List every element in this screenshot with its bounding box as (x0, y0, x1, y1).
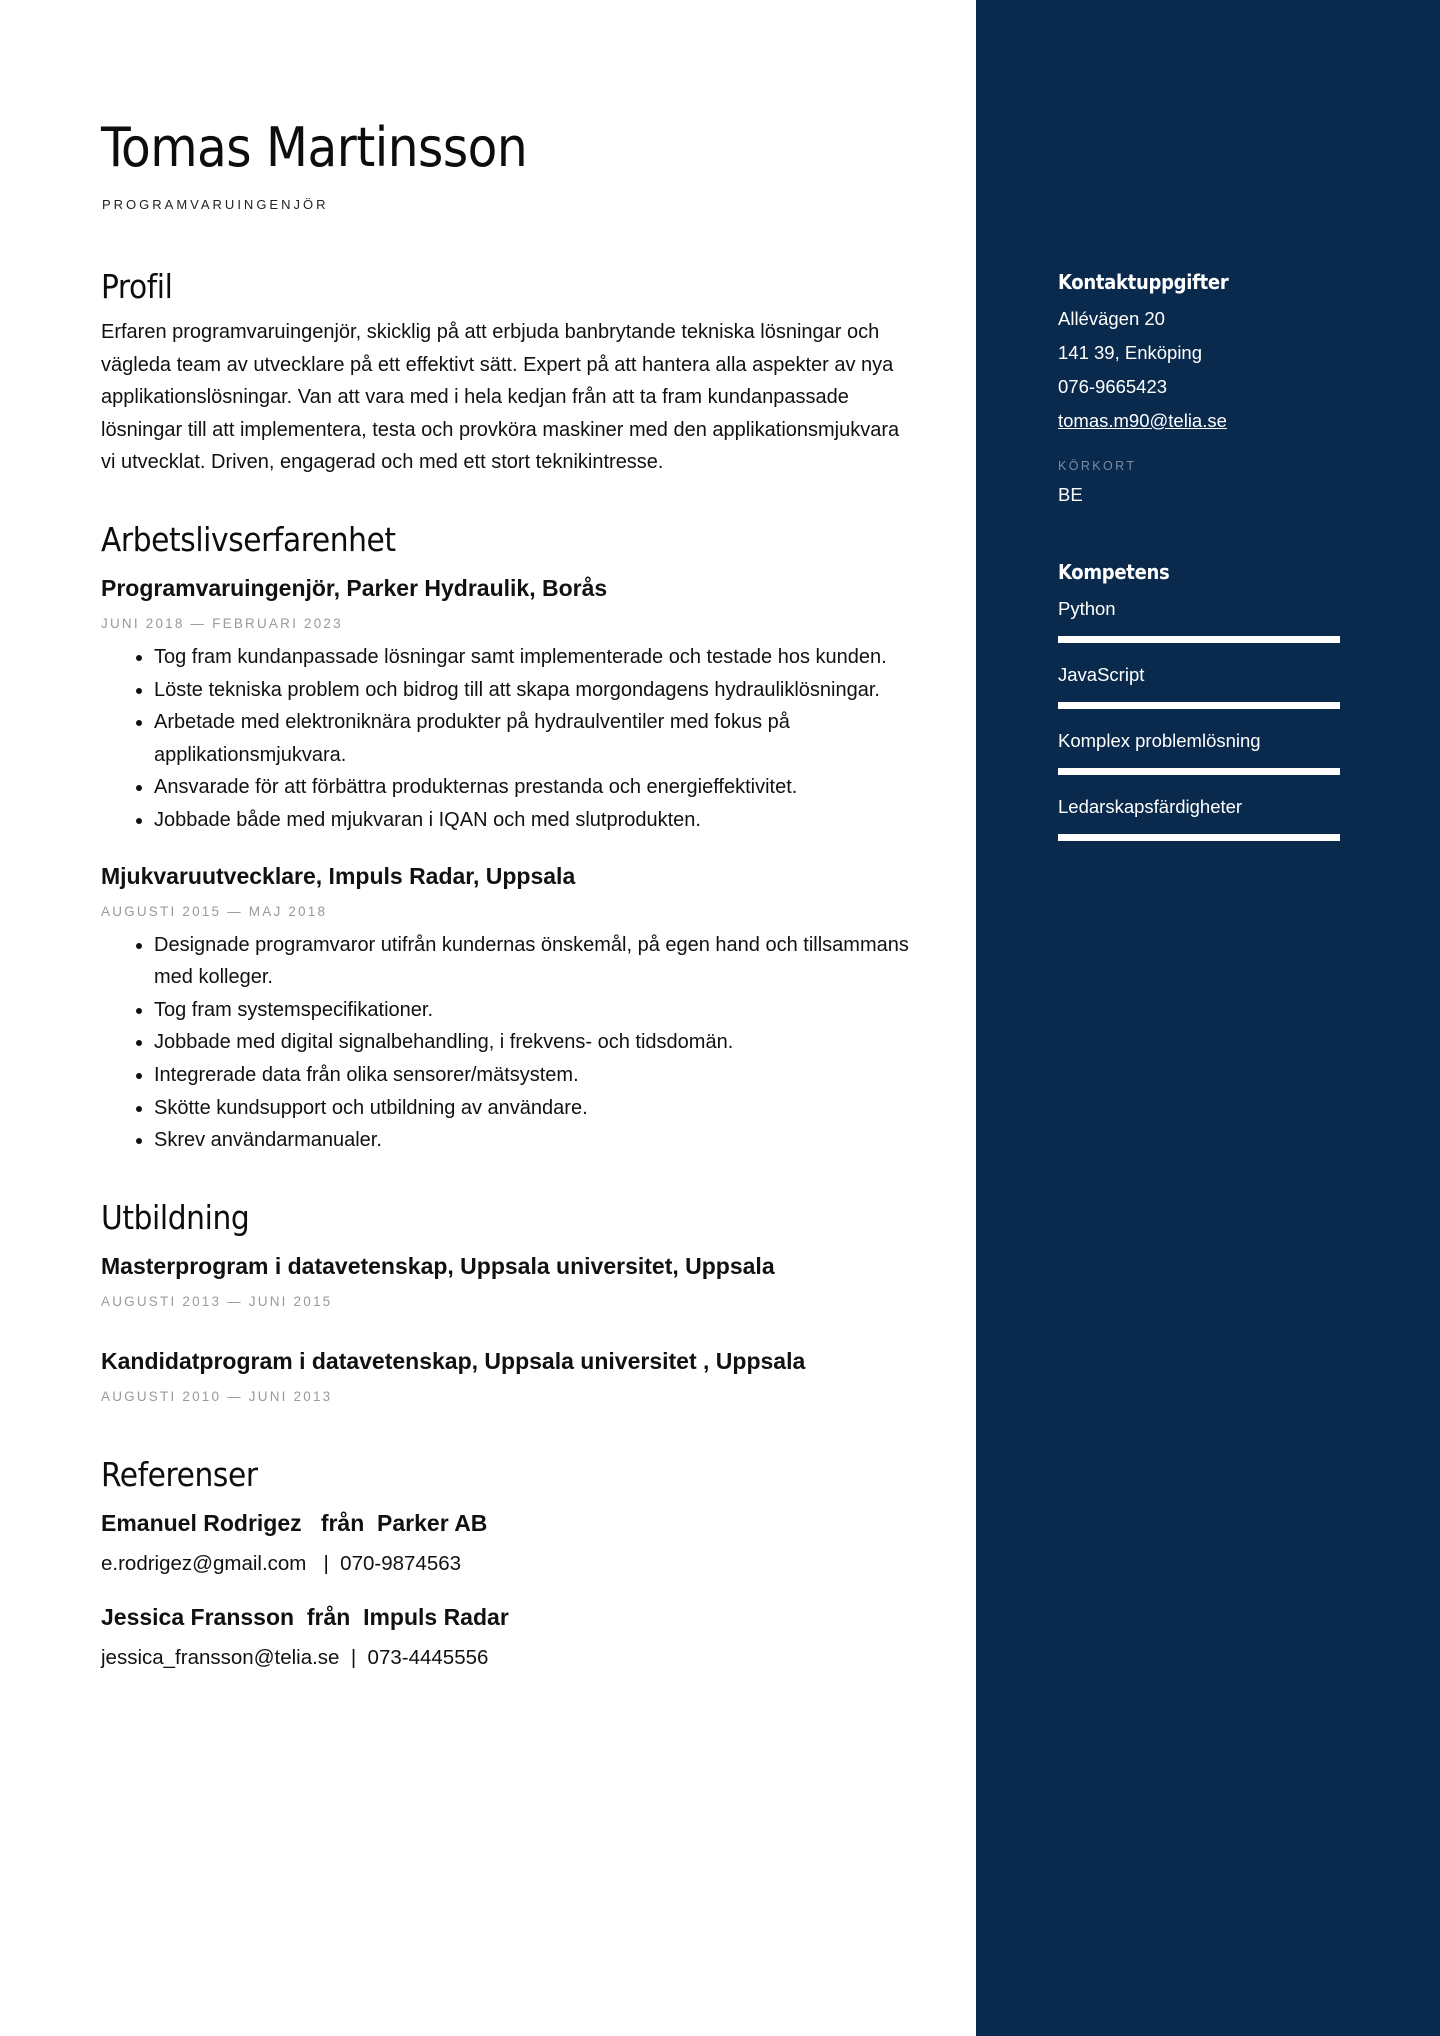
address-line-2: 141 39, Enköping (1058, 342, 1203, 363)
list-item: • Integrerade data från olika sensorer/mätsystem. (154, 1059, 911, 1092)
education-title: Masterprogram i datavetenskap, Uppsala universitet, Uppsala (101, 1252, 775, 1279)
skill-item (1058, 724, 1340, 775)
skill-level-bar (1058, 702, 1340, 709)
main-content (101, 262, 911, 1674)
reference-entry (101, 1600, 911, 1674)
profile-text: Erfaren programvaruingenjör, skicklig på att erbjuda banbrytande tekniska lösningar och vägleda team av utvecklare på ett effektivt sätt. Expert på att hantera alla aspekter av nya applikationslösningar. Van att vara med i hela kedjan från att ta fram kundanpassade lösningar till att implementera, testa och provköra maskiner med den applikationsmjukvara vi utvecklat. Driven, engagerad och med ett stort teknikintresse. (101, 321, 900, 474)
skill-level-fill (1058, 636, 1340, 643)
reference-contact: e.rodrigez@gmail.com | 070-9874563 (101, 1551, 462, 1575)
education-dates: AUGUSTI 2010 — JUNI 2013 (101, 1388, 333, 1404)
job-title: Programvaruingenjör, Parker Hydraulik, Borås (101, 574, 608, 601)
reference-name: Emanuel Rodrigez från Parker AB (101, 1509, 488, 1536)
education-title: Kandidatprogram i datavetenskap, Uppsala universitet , Uppsala (101, 1347, 806, 1374)
references-section (101, 1450, 911, 1674)
education-entry (101, 1249, 911, 1313)
address-line-1: Allévägen 20 (1058, 308, 1165, 329)
skill-name: JavaScript (1058, 664, 1145, 685)
references-heading: Referenser (101, 1454, 258, 1494)
email-link[interactable]: tomas.m90@telia.se (1058, 410, 1227, 431)
list-item: • Tog fram systemspecifikationer. (154, 994, 911, 1027)
sidebar-content (1058, 262, 1340, 841)
skill-level-bar (1058, 636, 1340, 643)
phone-number: 076-9665423 (1058, 376, 1168, 397)
profile-section (101, 262, 911, 479)
list-item: • Skötte kundsupport och utbildning av användare. (154, 1092, 911, 1125)
skill-level-fill (1058, 702, 1340, 709)
list-item: • Jobbade med digital signalbehandling, i frekvens- och tidsdomän. (154, 1026, 911, 1059)
skill-name: Komplex problemlösning (1058, 730, 1261, 751)
skill-name: Ledarskapsfärdigheter (1058, 796, 1243, 817)
email-line (1058, 404, 1340, 438)
list-item: • Skrev användarmanualer. (154, 1124, 911, 1157)
job-title-subtitle: PROGRAMVARUINGENJÖR (102, 197, 329, 212)
job-dates: JUNI 2018 — FEBRUARI 2023 (101, 615, 343, 631)
skill-item (1058, 592, 1340, 643)
list-item: • Tog fram kundanpassade lösningar samt implementerade och testade hos kunden. (154, 641, 911, 674)
resume-name: Tomas Martinsson (101, 116, 528, 179)
skills-list (1058, 592, 1340, 841)
list-item: • Arbetade med elektroniknära produkter på hydraulventiler med fokus på applikationsmjukvara. (154, 706, 911, 771)
job-entry (101, 859, 911, 1157)
list-item: • Jobbade både med mjukvaran i IQAN och med slutprodukten. (154, 804, 911, 837)
reference-entry (101, 1506, 911, 1580)
profile-heading: Profil (101, 267, 173, 306)
job-bullets (101, 929, 911, 1157)
education-section (101, 1193, 911, 1408)
education-heading: Utbildning (101, 1197, 250, 1237)
license-value: BE (1058, 484, 1083, 505)
skill-item (1058, 658, 1340, 709)
list-item: • Designade programvaror utifrån kundernas önskemål, på egen hand och tillsammans med kolleger. (154, 929, 911, 994)
job-title: Mjukvaruutvecklare, Impuls Radar, Uppsala (101, 862, 576, 889)
experience-heading: Arbetslivserfarenhet (101, 519, 396, 559)
job-dates: AUGUSTI 2015 — MAJ 2018 (101, 903, 328, 919)
skill-level-fill (1058, 768, 1340, 775)
experience-section (101, 515, 911, 1157)
contact-heading: Kontaktuppgifter (1058, 270, 1229, 294)
skill-item (1058, 790, 1340, 841)
skill-name: Python (1058, 598, 1116, 619)
list-item: • Ansvarade för att förbättra produkternas prestanda och energieffektivitet. (154, 771, 911, 804)
skill-level-bar (1058, 834, 1340, 841)
reference-name: Jessica Fransson från Impuls Radar (101, 1603, 509, 1630)
education-dates: AUGUSTI 2013 — JUNI 2015 (101, 1293, 333, 1309)
job-bullets (101, 641, 911, 837)
list-item: • Löste tekniska problem och bidrog till att skapa morgondagens hydrauliklösningar. (154, 674, 911, 707)
skill-level-bar (1058, 768, 1340, 775)
job-entry (101, 571, 911, 837)
skills-heading: Kompetens (1058, 560, 1170, 584)
sidebar (976, 0, 1440, 2036)
education-entry (101, 1344, 911, 1408)
license-label: KÖRKORT (1058, 459, 1137, 473)
skill-level-fill (1058, 834, 1340, 841)
reference-contact: jessica_fransson@telia.se | 073-4445556 (101, 1645, 489, 1669)
